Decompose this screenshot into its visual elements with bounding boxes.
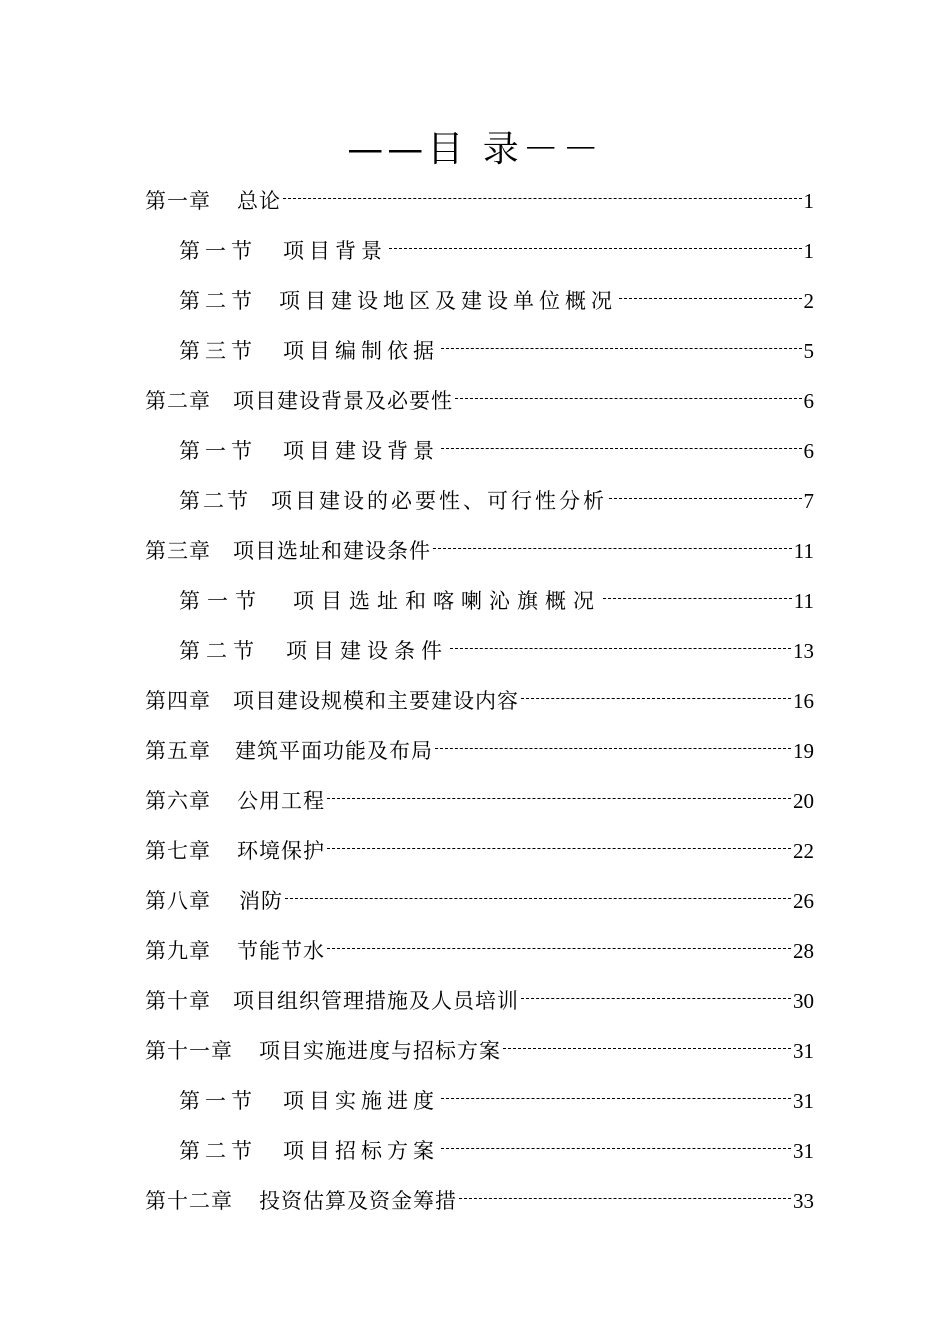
toc-entry-page: 28 — [793, 939, 814, 963]
toc-entry-title: 项目实施进度与招标方案 — [259, 1039, 501, 1063]
toc-entry-number: 第二节 — [179, 489, 251, 513]
toc-entry-page: 16 — [793, 689, 814, 713]
dot-leader — [285, 876, 791, 908]
dot-leader — [327, 926, 791, 958]
toc-entry-title: 项目实施进度 — [283, 1089, 439, 1113]
dot-leader — [455, 376, 802, 408]
toc-entry-number: 第二节 — [179, 289, 257, 313]
toc-entry-title: 项目选址和建设条件 — [233, 539, 431, 563]
toc-entry-title: 投资估算及资金筹措 — [259, 1189, 457, 1213]
toc-entry[interactable] — [145, 1176, 814, 1213]
toc-entry[interactable] — [145, 776, 814, 813]
toc-entry-number: 第四章 — [145, 689, 211, 713]
toc-entry[interactable] — [179, 576, 814, 613]
toc-entry-title: 项目招标方案 — [283, 1139, 439, 1163]
toc-entry[interactable] — [145, 676, 814, 713]
toc-entry-page: 33 — [793, 1189, 814, 1213]
toc-entry-number: 第三章 — [145, 539, 211, 563]
toc-entry-number: 第九章 — [145, 939, 211, 963]
toc-entry-title: 公用工程 — [237, 789, 325, 813]
toc-entry-title: 项目选址和喀喇沁旗概况 — [293, 589, 601, 613]
toc-entry-number: 第二节 — [179, 639, 260, 663]
toc-entry-title: 项目建设地区及建设单位概况 — [279, 289, 617, 313]
dot-leader — [521, 976, 791, 1008]
toc-entry-title: 项目建设规模和主要建设内容 — [233, 689, 519, 713]
toc-entry-page: 1 — [803, 239, 814, 263]
dot-leader — [459, 1176, 791, 1208]
toc-entry-page: 1 — [803, 189, 814, 213]
dot-leader — [433, 526, 792, 558]
toc-entry-number: 第一节 — [179, 439, 257, 463]
toc-entry-number: 第七章 — [145, 839, 211, 863]
toc-entry-page: 11 — [793, 539, 814, 563]
toc-entry-number: 第六章 — [145, 789, 211, 813]
toc-entry-page: 19 — [793, 739, 814, 763]
toc-entry[interactable] — [145, 926, 814, 963]
toc-entry-page: 7 — [803, 489, 814, 513]
dot-leader — [521, 676, 791, 708]
toc-entry[interactable] — [179, 1126, 814, 1163]
toc-entry[interactable] — [179, 1076, 814, 1113]
toc-entry-number: 第八章 — [145, 889, 211, 913]
toc-entry-number: 第十一章 — [145, 1039, 233, 1063]
toc-entry-page: 20 — [793, 789, 814, 813]
toc-entry-page: 2 — [803, 289, 814, 313]
toc-entry-title: 项目建设的必要性、可行性分析 — [271, 489, 607, 513]
toc-entry-page: 31 — [793, 1139, 814, 1163]
toc-entry-page: 22 — [793, 839, 814, 863]
dot-leader — [450, 626, 791, 658]
dot-leader — [389, 226, 802, 258]
toc-entry[interactable] — [145, 1026, 814, 1063]
dot-leader — [441, 1126, 791, 1158]
toc-entry-number: 第十二章 — [145, 1189, 233, 1213]
page-title: ——目 录－－ — [347, 129, 603, 170]
dot-leader — [283, 176, 802, 208]
toc-entry-title: 建筑平面功能及布局 — [235, 739, 433, 763]
toc-entry-title: 总论 — [237, 189, 281, 213]
toc-entry[interactable] — [145, 176, 814, 213]
toc-entry[interactable] — [145, 376, 814, 413]
dot-leader — [503, 1026, 791, 1058]
dot-leader — [609, 476, 802, 508]
toc-entry-title: 项目建设背景 — [283, 439, 439, 463]
toc-entry-page: 30 — [793, 989, 814, 1013]
toc-entry[interactable] — [179, 426, 814, 463]
toc-entry-page: 26 — [793, 889, 814, 913]
dot-leader — [619, 276, 802, 308]
toc-entry-title: 项目背景 — [283, 239, 387, 263]
toc-entry-title: 环境保护 — [237, 839, 325, 863]
toc-entry-page: 31 — [793, 1089, 814, 1113]
toc-entry-number: 第三节 — [179, 339, 257, 363]
toc-entry-title: 消防 — [239, 889, 283, 913]
toc-entry[interactable] — [179, 226, 814, 263]
toc-entry[interactable] — [145, 826, 814, 863]
toc-entry-number: 第一节 — [179, 239, 257, 263]
toc-entry-number: 第一节 — [179, 589, 263, 613]
toc-entry[interactable] — [179, 276, 814, 313]
toc-entry-title: 项目建设条件 — [286, 639, 448, 663]
toc-entry-page: 5 — [803, 339, 814, 363]
dot-leader — [441, 1076, 791, 1108]
toc-entry-number: 第五章 — [145, 739, 211, 763]
dot-leader — [435, 726, 791, 758]
toc-entry-title: 项目组织管理措施及人员培训 — [233, 989, 519, 1013]
toc-entry[interactable] — [145, 526, 814, 563]
toc-entry[interactable] — [145, 876, 814, 913]
toc-entry[interactable] — [179, 626, 814, 663]
toc-entry-title: 节能节水 — [237, 939, 325, 963]
toc-entry[interactable] — [145, 976, 814, 1013]
toc-entry-page: 6 — [803, 439, 814, 463]
toc-entry[interactable] — [179, 326, 814, 363]
toc-entry-page: 13 — [793, 639, 814, 663]
toc-entry-title: 项目建设背景及必要性 — [233, 389, 453, 413]
toc-entry-number: 第十章 — [145, 989, 211, 1013]
toc-entry[interactable] — [145, 726, 814, 763]
dot-leader — [327, 776, 791, 808]
toc-entry-number: 第二章 — [145, 389, 211, 413]
toc-entry-page: 11 — [793, 589, 814, 613]
toc-entry[interactable] — [179, 476, 814, 513]
toc-entry-page: 6 — [803, 389, 814, 413]
dot-leader — [441, 426, 802, 458]
toc-entry-number: 第一节 — [179, 1089, 257, 1113]
toc-entry-title: 项目编制依据 — [283, 339, 439, 363]
toc-entry-number: 第一章 — [145, 189, 211, 213]
toc-entry-number: 第二节 — [179, 1139, 257, 1163]
toc-entry-page: 31 — [793, 1039, 814, 1063]
dot-leader — [441, 326, 802, 358]
dot-leader — [327, 826, 791, 858]
dot-leader — [603, 576, 792, 608]
